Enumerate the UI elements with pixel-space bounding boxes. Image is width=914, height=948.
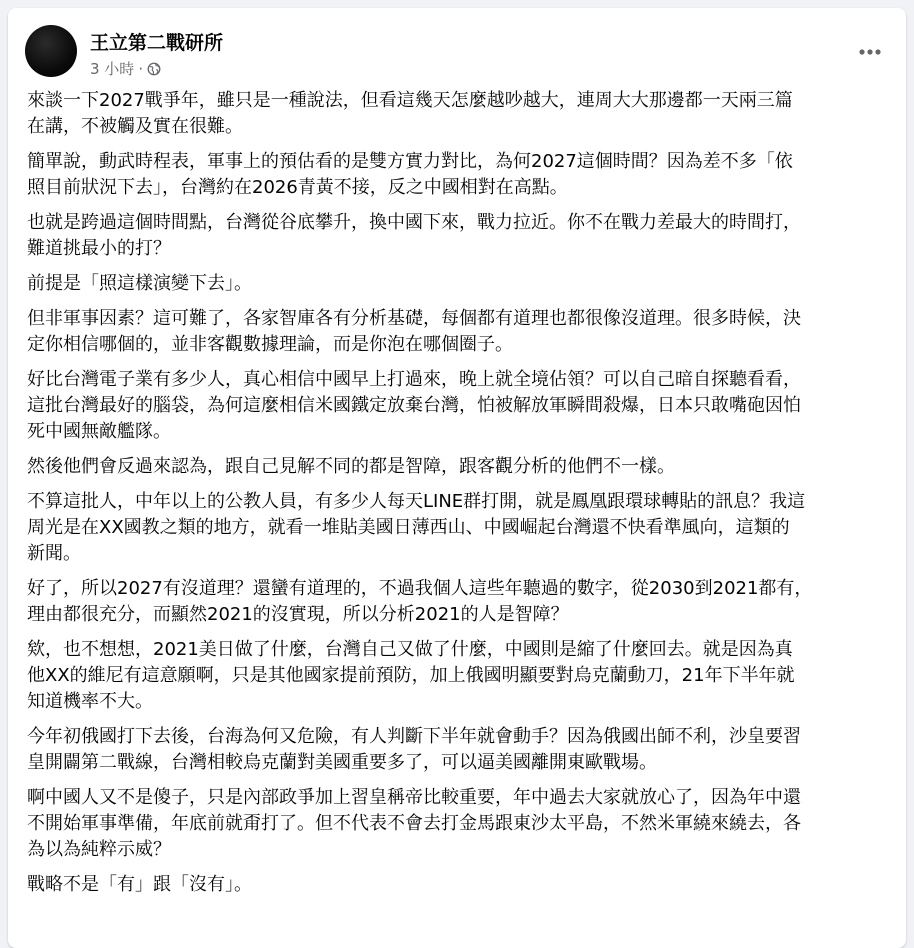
post-paragraph: 來談一下2027戰爭年，雖只是一種說法，但看這幾天怎麼越吵越大，連周大大那邊都一天兩三篇 在講，不被觸及實在很難。 bbox=[27, 90, 793, 137]
post-paragraph: 前提是「照這樣演變下去」。 bbox=[27, 273, 252, 294]
post-timestamp[interactable]: 3 小時 bbox=[90, 60, 135, 78]
post-paragraph: 然後他們會反過來認為，跟自己見解不同的都是智障，跟客觀分析的他們不一樣。 bbox=[27, 456, 675, 477]
globe-icon[interactable] bbox=[147, 62, 161, 76]
post-meta bbox=[90, 58, 161, 79]
author-avatar[interactable] bbox=[25, 25, 77, 77]
author-name[interactable]: 王立第二戰研所 bbox=[90, 32, 224, 54]
post-paragraph: 啊中國人又不是傻子，只是內部政爭加上習皇稱帝比較重要，年中過去大家就放心了，因為年中還 不開始軍事準備，年底前就甭打了。但不代表不會去打金馬跟東沙太平島，不然米軍繞來繞去，各 為以為純粹示威？ bbox=[27, 787, 801, 860]
post-paragraph: 也就是跨過這個時間點，台灣從谷底攀升，換中國下來，戰力拉近。你不在戰力差最大的時間打， 難道挑最小的打？ bbox=[27, 212, 801, 259]
more-horizontal-icon bbox=[858, 48, 882, 56]
post-paragraph: 戰略不是「有」跟「沒有」。 bbox=[27, 874, 252, 895]
post-paragraph: 欸，也不想想，2021美日做了什麼，台灣自己又做了什麼，中國則是縮了什麼回去。就是因為真 他XX的維尼有這意願啊，只是其他國家提前預防，加上俄國明顯要對烏克蘭動刀，21年下半年就 知道機率不大。 bbox=[27, 639, 795, 712]
post-paragraph: 但非軍事因素？這可難了，各家智庫各有分析基礎，每個都有道理也都很像沒道理。很多時候，決 定你相信哪個的，並非客觀數據理論，而是你泡在哪個圈子。 bbox=[27, 308, 801, 355]
post-paragraph: 好了，所以2027有沒道理？還蠻有道理的，不過我個人這些年聽過的數字，從2030到2021都有， 理由都很充分，而顯然2021的沒實現，所以分析2021的人是智障？ bbox=[27, 578, 813, 625]
more-options-button[interactable] bbox=[852, 34, 888, 70]
post-body bbox=[27, 88, 895, 907]
post-paragraph: 不算這批人，中年以上的公教人員，有多少人每天LINE群打開，就是鳳凰跟環球轉貼的訊息？我這 周光是在XX國教之類的地方，就看一堆貼美國日薄西山、中國崛起台灣還不快看準風向，這類的 新聞。 bbox=[27, 491, 806, 564]
post-paragraph: 今年初俄國打下去後，台海為何又危險，有人判斷下半年就會動手？因為俄國出師不利，沙皇要習 皇開闢第二戰線，台灣相較烏克蘭對美國重要多了，可以逼美國離開東歐戰場。 bbox=[27, 726, 801, 773]
meta-separator: · bbox=[138, 59, 144, 78]
post-card bbox=[8, 8, 906, 948]
post-paragraph: 好比台灣電子業有多少人，真心相信中國早上打過來，晚上就全境佔領？可以自己暗自探聽看看， 這批台灣最好的腦袋，為何這麼相信米國鐵定放棄台灣，怕被解放軍瞬間殺爆，日本只敢嘴砲因怕 死中國無敵艦隊。 bbox=[27, 369, 801, 442]
post-paragraph: 簡單說，動武時程表，軍事上的預估看的是雙方實力對比，為何2027這個時間？因為差不多「依 照目前狀況下去」，台灣約在2026青黃不接，反之中國相對在高點。 bbox=[27, 151, 793, 198]
